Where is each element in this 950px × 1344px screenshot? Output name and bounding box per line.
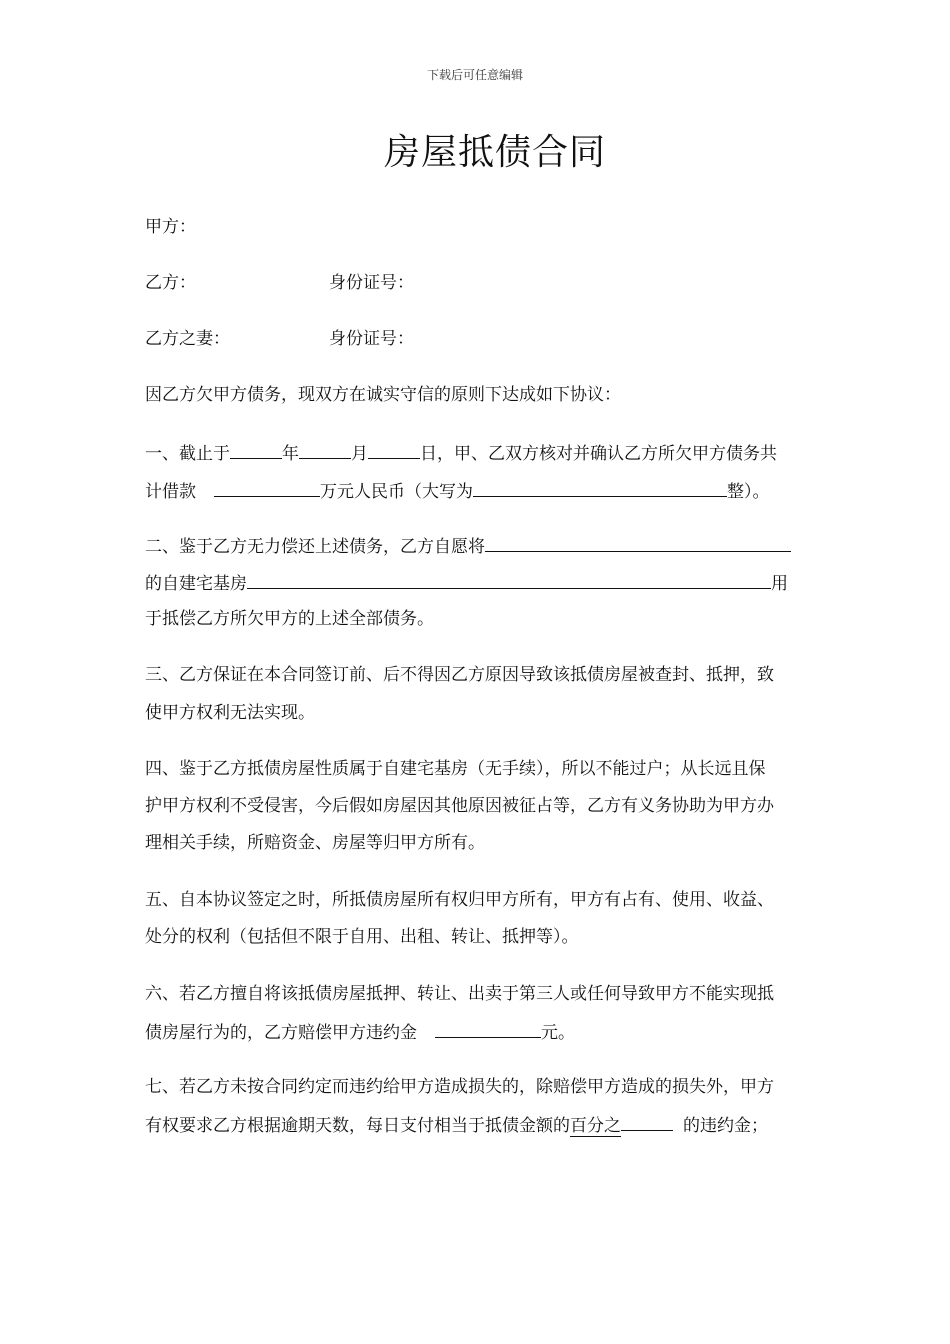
clause-2-line-1 bbox=[145, 533, 791, 559]
clause-3-line-2: 使甲方权利无法实现。 bbox=[145, 703, 315, 723]
party-b-spouse-label: 乙方之妻： bbox=[145, 329, 230, 349]
month-label: 月 bbox=[351, 444, 368, 464]
clause-1-line-2 bbox=[145, 478, 770, 504]
clause-5-line-1: 五、自本协议签定之时，所抵债房屋所有权归甲方所有，甲方有占有、使用、收益、 bbox=[145, 890, 774, 910]
penalty-amount-blank bbox=[435, 1019, 541, 1038]
clause-6-line-1: 六、若乙方擅自将该抵债房屋抵押、转让、出卖于第三人或任何导致甲方不能实现抵 bbox=[145, 984, 774, 1004]
penalty-unit: 元。 bbox=[541, 1023, 575, 1043]
party-b-id-label: 身份证号： bbox=[329, 273, 414, 293]
clause-2-text: 用 bbox=[771, 574, 788, 594]
clause-7-line-1: 七、若乙方未按合同约定而违约给甲方造成损失的，除赔偿甲方造成的损失外，甲方 bbox=[145, 1077, 774, 1097]
clause-2-line-3: 于抵偿乙方所欠甲方的上述全部债务。 bbox=[145, 609, 434, 629]
amount-blank bbox=[214, 478, 320, 497]
clause-1-text: 一、截止于 bbox=[145, 444, 230, 464]
loan-label: 计借款 bbox=[145, 482, 196, 502]
penalty-label: 债房屋行为的，乙方赔偿甲方违约金 bbox=[145, 1023, 417, 1043]
intro-paragraph: 因乙方欠甲方债务，现双方在诚实守信的原则下达成如下协议： bbox=[145, 385, 621, 405]
clause-4-line-1: 四、鉴于乙方抵债房屋性质属于自建宅基房（无手续），所以不能过户；从长远且保 bbox=[145, 759, 766, 779]
party-b-line bbox=[145, 271, 414, 295]
document-title: 房屋抵债合同 bbox=[383, 132, 606, 173]
clause-2-line-2 bbox=[145, 570, 788, 596]
month-blank bbox=[299, 440, 351, 459]
clause-5-line-2: 处分的权利（包括但不限于自用、出租、转让、抵押等）。 bbox=[145, 927, 579, 947]
clause-7-text: 有权要求乙方根据逾期天数，每日支付相当于抵债金额的 bbox=[145, 1116, 570, 1136]
house-location-blank bbox=[485, 533, 791, 552]
party-a-line bbox=[145, 215, 196, 239]
clause-1-line-1 bbox=[145, 440, 777, 466]
clause-1-end: 整）。 bbox=[727, 482, 770, 502]
party-a-label: 甲方： bbox=[145, 217, 196, 237]
amount-unit-label: 万元人民币（大写为 bbox=[320, 482, 473, 502]
percent-blank bbox=[621, 1112, 673, 1131]
party-b-spouse-id-label: 身份证号： bbox=[329, 329, 414, 349]
year-blank bbox=[230, 440, 282, 459]
clause-7-end: 的违约金； bbox=[683, 1116, 768, 1136]
amount-capital-blank bbox=[473, 478, 727, 497]
clause-4-line-2: 护甲方权利不受侵害，今后假如房屋因其他原因被征占等，乙方有义务协助为甲方办 bbox=[145, 796, 774, 816]
party-b-label: 乙方： bbox=[145, 273, 196, 293]
clause-2-text: 的自建宅基房 bbox=[145, 574, 247, 594]
clause-2-text: 二、鉴于乙方无力偿还上述债务，乙方自愿将 bbox=[145, 537, 485, 557]
clause-3-line-1: 三、乙方保证在本合同签订前、后不得因乙方原因导致该抵债房屋被查封、抵押，致 bbox=[145, 665, 774, 685]
party-b-spouse-line bbox=[145, 327, 414, 351]
year-label: 年 bbox=[282, 444, 299, 464]
percent-label: 百分之 bbox=[570, 1116, 621, 1136]
clause-4-line-3: 理相关手续，所赔资金、房屋等归甲方所有。 bbox=[145, 833, 485, 853]
header-note: 下载后可任意编辑 bbox=[426, 68, 523, 82]
clause-7-line-2 bbox=[145, 1112, 768, 1138]
house-description-blank bbox=[247, 570, 771, 589]
clause-6-line-2 bbox=[145, 1019, 575, 1045]
day-blank bbox=[368, 440, 420, 459]
clause-1-text: 日，甲、乙双方核对并确认乙方所欠甲方债务共 bbox=[420, 444, 777, 464]
